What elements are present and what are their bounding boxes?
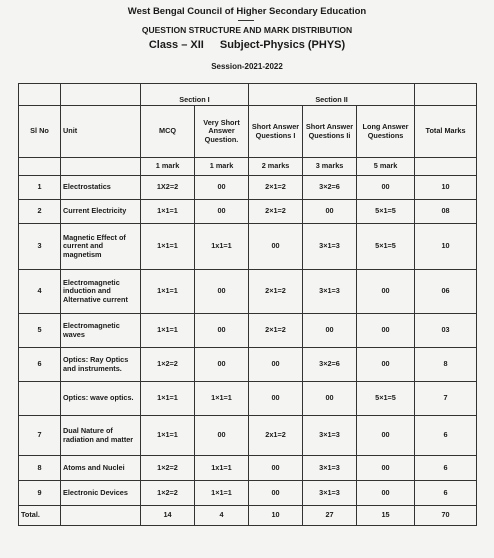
section-row <box>19 84 477 106</box>
mcq-cell: 1×2=2 <box>141 348 195 382</box>
col-header-sa1: Short Answer Questions I <box>249 106 303 158</box>
sl-cell: 8 <box>19 456 61 481</box>
total-la: 15 <box>357 506 415 526</box>
unit-cell: Electromagnetic induction and Alternative current <box>61 270 141 314</box>
sa1-cell: 00 <box>249 224 303 270</box>
mcq-cell: 1×2=2 <box>141 481 195 506</box>
la-cell: 5×1=5 <box>357 200 415 224</box>
total-label: Total. <box>19 506 61 526</box>
session-label: Session-2021-2022 <box>211 62 283 71</box>
mcq-cell: 1×1=1 <box>141 224 195 270</box>
sl-cell: 4 <box>19 270 61 314</box>
blank-cell <box>19 84 61 106</box>
subject-label: Subject-Physics (PHYS) <box>219 39 346 51</box>
col-header-sa2: Short Answer Questions Ii <box>303 106 357 158</box>
sa2-cell: 3×1=3 <box>303 224 357 270</box>
mcq-cell: 1X2=2 <box>141 176 195 200</box>
col-header-sl: Sl No <box>19 106 61 158</box>
table-row <box>19 270 477 314</box>
vsa-cell: 00 <box>195 176 249 200</box>
mark-value: 2 marks <box>249 158 303 176</box>
mark-value: 1 mark <box>195 158 249 176</box>
section-1-header: Section I <box>141 84 249 106</box>
sa2-cell: 3×1=3 <box>303 416 357 456</box>
sl-cell <box>19 382 61 416</box>
unit-cell: Atoms and Nuclei <box>61 456 141 481</box>
total-vsa: 4 <box>195 506 249 526</box>
class-subject-line <box>0 39 494 51</box>
table-row <box>19 456 477 481</box>
la-cell: 00 <box>357 348 415 382</box>
unit-cell: Electrostatics <box>61 176 141 200</box>
col-header-unit: Unit <box>61 106 141 158</box>
la-cell: 5×1=5 <box>357 224 415 270</box>
sl-cell: 5 <box>19 314 61 348</box>
sa2-cell: 3×1=3 <box>303 456 357 481</box>
blank-cell <box>415 158 477 176</box>
sa1-cell: 00 <box>249 481 303 506</box>
total-sa2: 27 <box>303 506 357 526</box>
total-cell: 06 <box>415 270 477 314</box>
blank-cell <box>19 158 61 176</box>
sa1-cell: 00 <box>249 382 303 416</box>
total-mcq: 14 <box>141 506 195 526</box>
la-cell: 5×1=5 <box>357 382 415 416</box>
table-row <box>19 382 477 416</box>
blank-cell <box>61 506 141 526</box>
marks-row <box>19 158 477 176</box>
vsa-cell: 00 <box>195 270 249 314</box>
sa2-cell: 3×1=3 <box>303 270 357 314</box>
col-header-vsa: Very Short Answer Question. <box>195 106 249 158</box>
class-label: Class – XII <box>148 39 204 51</box>
mcq-cell: 1×1=1 <box>141 416 195 456</box>
mcq-cell: 1×1=1 <box>141 270 195 314</box>
la-cell: 00 <box>357 270 415 314</box>
mcq-cell: 1×2=2 <box>141 456 195 481</box>
mark-value: 3 marks <box>303 158 357 176</box>
sa1-cell: 00 <box>249 348 303 382</box>
la-cell: 00 <box>357 176 415 200</box>
mark-value: 5 mark <box>357 158 415 176</box>
vsa-cell: 00 <box>195 416 249 456</box>
sa2-cell: 00 <box>303 382 357 416</box>
mark-distribution-table <box>18 83 477 526</box>
sa1-cell: 00 <box>249 456 303 481</box>
la-cell: 00 <box>357 416 415 456</box>
total-cell: 10 <box>415 224 477 270</box>
la-cell: 00 <box>357 481 415 506</box>
sa2-cell: 00 <box>303 314 357 348</box>
header-divider <box>238 20 254 21</box>
sa1-cell: 2×1=2 <box>249 270 303 314</box>
council-name: West Bengal Council of Higher Secondary Education <box>127 6 367 17</box>
unit-cell: Dual Nature of radiation and matter <box>61 416 141 456</box>
table-row <box>19 224 477 270</box>
column-header-row <box>19 106 477 158</box>
total-cell: 8 <box>415 348 477 382</box>
mcq-cell: 1×1=1 <box>141 382 195 416</box>
total-cell: 7 <box>415 382 477 416</box>
total-sa1: 10 <box>249 506 303 526</box>
section-2-header: Section II <box>249 84 415 106</box>
mcq-cell: 1×1=1 <box>141 314 195 348</box>
unit-cell: Optics: Ray Optics and instruments. <box>61 348 141 382</box>
sl-cell: 3 <box>19 224 61 270</box>
sl-cell: 7 <box>19 416 61 456</box>
vsa-cell: 1x1=1 <box>195 456 249 481</box>
vsa-cell: 00 <box>195 348 249 382</box>
unit-cell: Electromagnetic waves <box>61 314 141 348</box>
sa1-cell: 2×1=2 <box>249 314 303 348</box>
unit-cell: Electronic Devices <box>61 481 141 506</box>
sa1-cell: 2x1=2 <box>249 416 303 456</box>
total-cell: 6 <box>415 416 477 456</box>
unit-cell: Current Electricity <box>61 200 141 224</box>
table-row <box>19 416 477 456</box>
table-row <box>19 348 477 382</box>
total-cell: 03 <box>415 314 477 348</box>
total-row <box>19 506 477 526</box>
sl-cell: 6 <box>19 348 61 382</box>
sa1-cell: 2×1=2 <box>249 200 303 224</box>
sl-cell: 9 <box>19 481 61 506</box>
table-row <box>19 200 477 224</box>
mcq-cell: 1×1=1 <box>141 200 195 224</box>
vsa-cell: 1×1=1 <box>195 481 249 506</box>
table-row <box>19 481 477 506</box>
blank-cell <box>61 84 141 106</box>
sa1-cell: 2×1=2 <box>249 176 303 200</box>
col-header-mcq: MCQ <box>141 106 195 158</box>
total-cell: 6 <box>415 456 477 481</box>
vsa-cell: 1x1=1 <box>195 224 249 270</box>
grand-total: 70 <box>415 506 477 526</box>
table-row <box>19 176 477 200</box>
sa2-cell: 3×2=6 <box>303 348 357 382</box>
vsa-cell: 1×1=1 <box>195 382 249 416</box>
blank-cell <box>61 158 141 176</box>
vsa-cell: 00 <box>195 314 249 348</box>
unit-cell: Magnetic Effect of current and magnetism <box>61 224 141 270</box>
mark-value: 1 mark <box>141 158 195 176</box>
sa2-cell: 00 <box>303 200 357 224</box>
table-row <box>19 314 477 348</box>
col-header-la: Long Answer Questions <box>357 106 415 158</box>
blank-cell <box>415 84 477 106</box>
total-cell: 08 <box>415 200 477 224</box>
la-cell: 00 <box>357 456 415 481</box>
sl-cell: 1 <box>19 176 61 200</box>
la-cell: 00 <box>357 314 415 348</box>
document-title: QUESTION STRUCTURE AND MARK DISTRIBUTION <box>141 25 353 35</box>
unit-cell: Optics: wave optics. <box>61 382 141 416</box>
col-header-total: Total Marks <box>415 106 477 158</box>
total-cell: 10 <box>415 176 477 200</box>
sl-cell: 2 <box>19 200 61 224</box>
total-cell: 6 <box>415 481 477 506</box>
sa2-cell: 3×1=3 <box>303 481 357 506</box>
vsa-cell: 00 <box>195 200 249 224</box>
sa2-cell: 3×2=6 <box>303 176 357 200</box>
